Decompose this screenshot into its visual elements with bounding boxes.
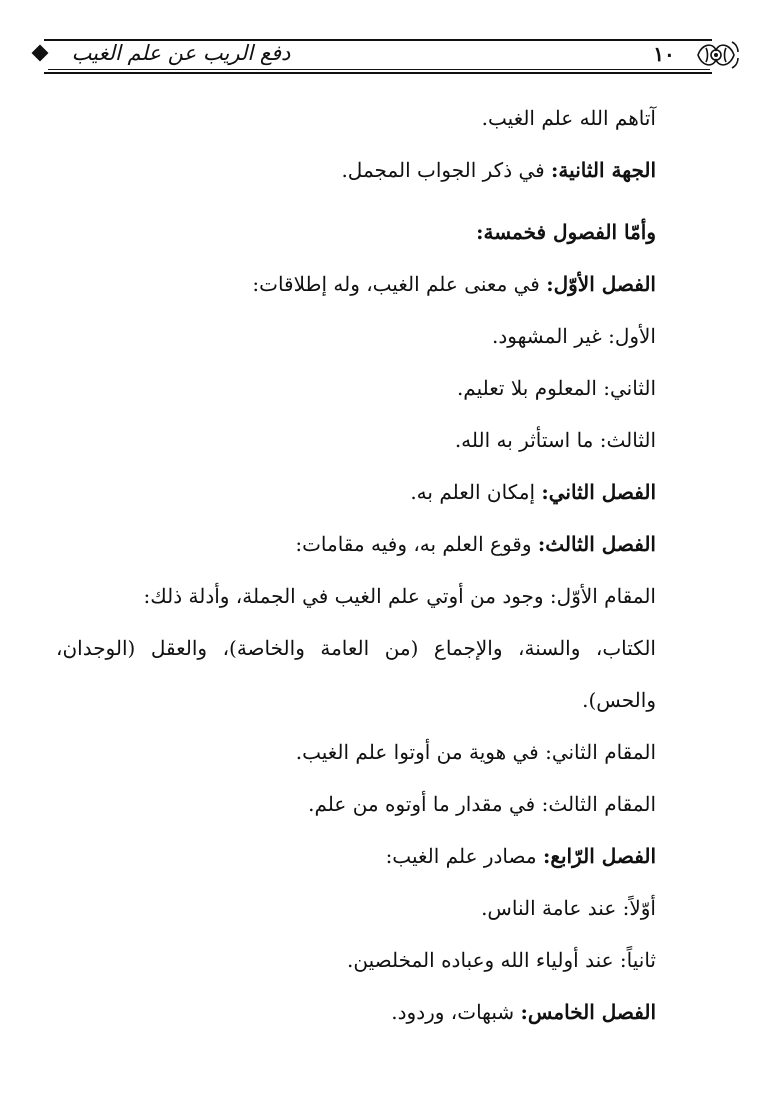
text-line: [56, 622, 656, 674]
line-lead: الفصل الثالث:: [537, 532, 656, 556]
line-text: المقام الأوّل: وجود من أوتي علم الغيب في الجملة، وأدلة ذلك:: [143, 584, 656, 608]
line-text: في ذكر الجواب المجمل.: [341, 158, 552, 182]
floral-ornament-icon: [692, 34, 740, 76]
line-text: شبهات، وردود.: [391, 1000, 521, 1024]
text-line: [56, 830, 656, 882]
text-line: [56, 986, 656, 1038]
text-line: [56, 414, 656, 466]
line-text: ثانياً: عند أولياء الله وعباده المخلصين.: [347, 948, 656, 972]
line-lead: الفصل الأوّل:: [546, 272, 656, 296]
text-line: [56, 518, 656, 570]
section-heading: وأمّا الفصول فخمسة:: [476, 220, 656, 244]
text-line: [56, 726, 656, 778]
running-title: دفع الريب عن علم الغيب: [71, 41, 291, 65]
line-text: في معنى علم الغيب، وله إطلاقات:: [252, 272, 547, 296]
line-lead: الجهة الثانية:: [551, 158, 656, 182]
document-body: [56, 92, 656, 1038]
line-text: المقام الثالث: في مقدار ما أوتوه من علم.: [308, 792, 656, 816]
line-text: آتاهم الله علم الغيب.: [481, 106, 656, 130]
text-line: [56, 882, 656, 934]
line-text: المقام الثاني: في هوية من أوتوا علم الغيب.: [295, 740, 656, 764]
text-line: [56, 570, 656, 622]
line-lead: الفصل الرّابع:: [542, 844, 656, 868]
text-line: [56, 362, 656, 414]
text-line: [56, 258, 656, 310]
text-line: [56, 778, 656, 830]
line-text: الأول: غير المشهود.: [491, 324, 656, 348]
header-bottom-rule: [44, 72, 712, 74]
text-line: [56, 934, 656, 986]
line-text: الثالث: ما استأثر به الله.: [454, 428, 656, 452]
text-line: [56, 674, 656, 726]
text-line: [56, 466, 656, 518]
header-inner-rule: [48, 69, 710, 70]
line-text: وقوع العلم به، وفيه مقامات:: [295, 532, 538, 556]
diamond-ornament-icon: [32, 45, 49, 62]
line-text: مصادر علم الغيب:: [385, 844, 543, 868]
line-lead: الفصل الخامس:: [520, 1000, 656, 1024]
text-line: [56, 92, 656, 144]
line-text: إمكان العلم به.: [410, 480, 542, 504]
line-text: الكتاب، والسنة، والإجماع (من العامة والخاصة)، والعقل (الوجدان،: [56, 636, 656, 660]
line-text: والحس).: [582, 688, 656, 712]
page-number: ١٠: [653, 42, 675, 66]
line-text: الثاني: المعلوم بلا تعليم.: [456, 376, 656, 400]
line-lead: الفصل الثاني:: [541, 480, 656, 504]
page-header: [34, 34, 740, 78]
line-text: أوّلاً: عند عامة الناس.: [481, 896, 656, 920]
text-line: [56, 206, 656, 258]
text-line: [56, 144, 656, 196]
text-line: [56, 310, 656, 362]
